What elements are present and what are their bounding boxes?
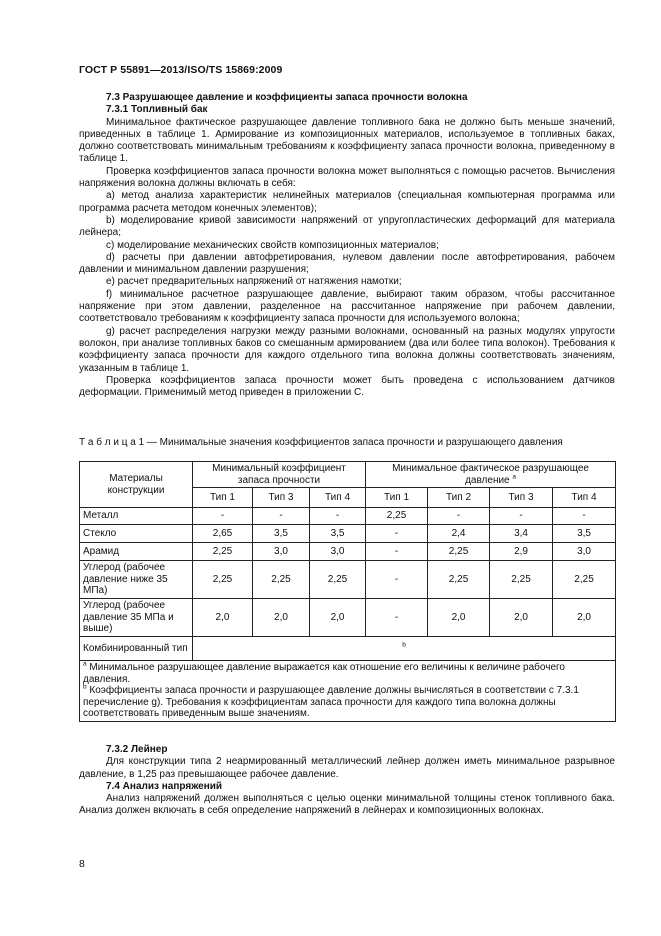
value-cell: -	[310, 508, 366, 525]
note-b-text: Коэффициенты запаса прочности и разрушающее давление должны вычисляться в соответствии с 7.3.1 перечисление g). Требования к коэффициентам запаса прочности для каждого типа волокна должны соответствовать приведенным выше значениям.	[83, 685, 579, 719]
press-type: Тип 3	[490, 488, 553, 508]
note-a-text: Минимальное разрушающее давление выражается как отношение его величины к величине рабочего давления.	[83, 662, 565, 685]
table-1	[79, 461, 616, 722]
page-number: 8	[79, 858, 85, 870]
value-cell: 3,5	[310, 525, 366, 543]
list-item: c) моделирование механических свойств композиционных материалов;	[106, 239, 439, 251]
document-header: ГОСТ Р 55891—2013/ISO/TS 15869:2009	[79, 64, 283, 76]
value-cell: 2,0	[428, 599, 490, 637]
value-cell: 2,0	[310, 599, 366, 637]
paragraph: Анализ напряжений должен выполняться с целью оценки минимальной толщины стенок топливного бака. Анализ должен включать в себя определение напряжений в лейнерах и композиционных волокнах.	[79, 793, 615, 817]
value-cell: -	[253, 508, 310, 525]
table-notes	[80, 661, 616, 722]
list-item: g) расчет распределения нагрузки между разными волокнами, основанный на разных модулях упругости волокон, при анализе топливных баков со смешанным армированием (два или более типа волокон). Требования к коэффициенту запаса прочности для каждого отдельного типа волокна должны соответствовать значениям, указанным в таблице 1.	[79, 325, 615, 374]
list-item: d) расчеты при давлении автофретирования, нулевом давлении после автофретирования, рабочем давлении и минимальном давлении разрушения;	[79, 251, 615, 276]
table-row	[80, 561, 616, 599]
value-cell: 2,25	[193, 543, 253, 561]
paragraph: Проверка коэффициентов запаса прочности может быть проведена с использованием датчиков деформации. Применимый метод приведен в приложении С.	[79, 374, 615, 399]
table-row	[80, 543, 616, 561]
footnote-mark: b	[402, 641, 406, 649]
table-row	[80, 508, 616, 525]
footnote-mark: a	[512, 473, 517, 481]
table-caption: Т а б л и ц а 1 — Минимальные значения коэффициентов запаса прочности и разрушающего давления	[79, 437, 563, 448]
table-notes-row	[80, 661, 616, 722]
value-cell: 2,25	[553, 561, 616, 599]
table-1-wrapper	[79, 461, 616, 722]
value-cell: 2,25	[428, 561, 490, 599]
header-pressure-text: Минимальное фактическое разрушающее давление	[392, 463, 589, 486]
subsection-title: 7.3.1 Топливный бак	[106, 104, 208, 116]
material-cell: Стекло	[80, 525, 193, 543]
value-cell: 2,25	[366, 508, 428, 525]
material-cell: Арамид	[80, 543, 193, 561]
combined-value-cell	[193, 637, 616, 661]
value-cell: 3,4	[490, 525, 553, 543]
value-cell: 3,5	[553, 525, 616, 543]
press-type: Тип 1	[366, 488, 428, 508]
value-cell: -	[366, 599, 428, 637]
note-b	[83, 685, 612, 720]
value-cell: -	[490, 508, 553, 525]
value-cell: -	[193, 508, 253, 525]
value-cell: 2,4	[428, 525, 490, 543]
paragraph: Проверка коэффициентов запаса прочности волокна может выполняться с помощью расчетов. Вычисления напряжения волокна должны включать в себя:	[79, 165, 615, 190]
value-cell: 3,0	[310, 543, 366, 561]
table-row	[80, 637, 616, 661]
value-cell: 2,9	[490, 543, 553, 561]
list-item: a) метод анализа характеристик нелинейных материалов (специальная компьютерная программа или программа расчета методом конечных элементов);	[79, 190, 615, 214]
value-cell: 2,25	[490, 561, 553, 599]
list-item: e) расчет предварительных напряжений от натяжения намотки;	[106, 276, 402, 288]
value-cell: 3,0	[553, 543, 616, 561]
table-row	[80, 525, 616, 543]
value-cell: -	[366, 561, 428, 599]
footnote-mark: b	[83, 683, 87, 691]
value-cell: 2,25	[253, 561, 310, 599]
value-cell: 2,0	[553, 599, 616, 637]
paragraph: Для конструкции типа 2 неармированный металлический лейнер должен иметь минимальное разрывное давление, в 1,25 раз превышающее рабочее давление.	[79, 756, 615, 780]
list-item: b) моделирование кривой зависимости напряжений от упругопластических деформаций для материала лейнера;	[79, 214, 615, 239]
value-cell: -	[366, 525, 428, 543]
value-cell: 2,0	[490, 599, 553, 637]
header-coef: Минимальный коэффициент запаса прочности	[193, 462, 366, 488]
coef-type: Тип 4	[310, 488, 366, 508]
press-type: Тип 2	[428, 488, 490, 508]
value-cell: 2,25	[193, 561, 253, 599]
note-a	[83, 662, 612, 685]
coef-type: Тип 1	[193, 488, 253, 508]
list-item: f) минимальное расчетное разрушающее давление, выбирают таким образом, чтобы рассчитанное напряжение при этом давлении, разделенное на рассчитанное напряжение при рабочем давлении, соответствовало требованиям к коэффициенту запаса прочности для используемого волокна;	[79, 288, 615, 325]
press-type: Тип 4	[553, 488, 616, 508]
section-title: 7.3 Разрушающее давление и коэффициенты запаса прочности волокна	[106, 92, 468, 103]
material-cell: Металл	[80, 508, 193, 525]
value-cell: 2,0	[193, 599, 253, 637]
value-cell: 3,0	[253, 543, 310, 561]
table-row	[80, 599, 616, 637]
value-cell: 2,0	[253, 599, 310, 637]
paragraph: Минимальное фактическое разрушающее давление топливного бака не должно быть меньше значений, приведенных в таблице 1. Армирование из композиционных материалов, используемое в топливных баках, должно соответствовать минимальным требованиям к коэффициенту запаса прочности волокна, приведенному в таблице 1.	[79, 116, 615, 165]
header-materials: Материалы конструкции	[80, 462, 193, 508]
value-cell: -	[553, 508, 616, 525]
material-cell: Углерод (рабочее давление 35 МПа и выше)	[80, 599, 193, 637]
coef-type: Тип 3	[253, 488, 310, 508]
subsection-title: 7.3.2 Лейнер	[106, 744, 168, 755]
value-cell: 2,25	[428, 543, 490, 561]
value-cell: 2,65	[193, 525, 253, 543]
value-cell: -	[366, 543, 428, 561]
footnote-mark: a	[83, 660, 87, 668]
value-cell: 2,25	[310, 561, 366, 599]
material-cell: Комбинированный тип	[80, 637, 193, 661]
header-pressure	[366, 462, 616, 488]
section-7-3-2	[79, 744, 615, 818]
section-7-3	[79, 92, 615, 399]
value-cell: -	[428, 508, 490, 525]
material-cell: Углерод (рабочее давление ниже 35 МПа)	[80, 561, 193, 599]
section-title: 7.4 Анализ напряжений	[106, 780, 223, 792]
value-cell: 3,5	[253, 525, 310, 543]
